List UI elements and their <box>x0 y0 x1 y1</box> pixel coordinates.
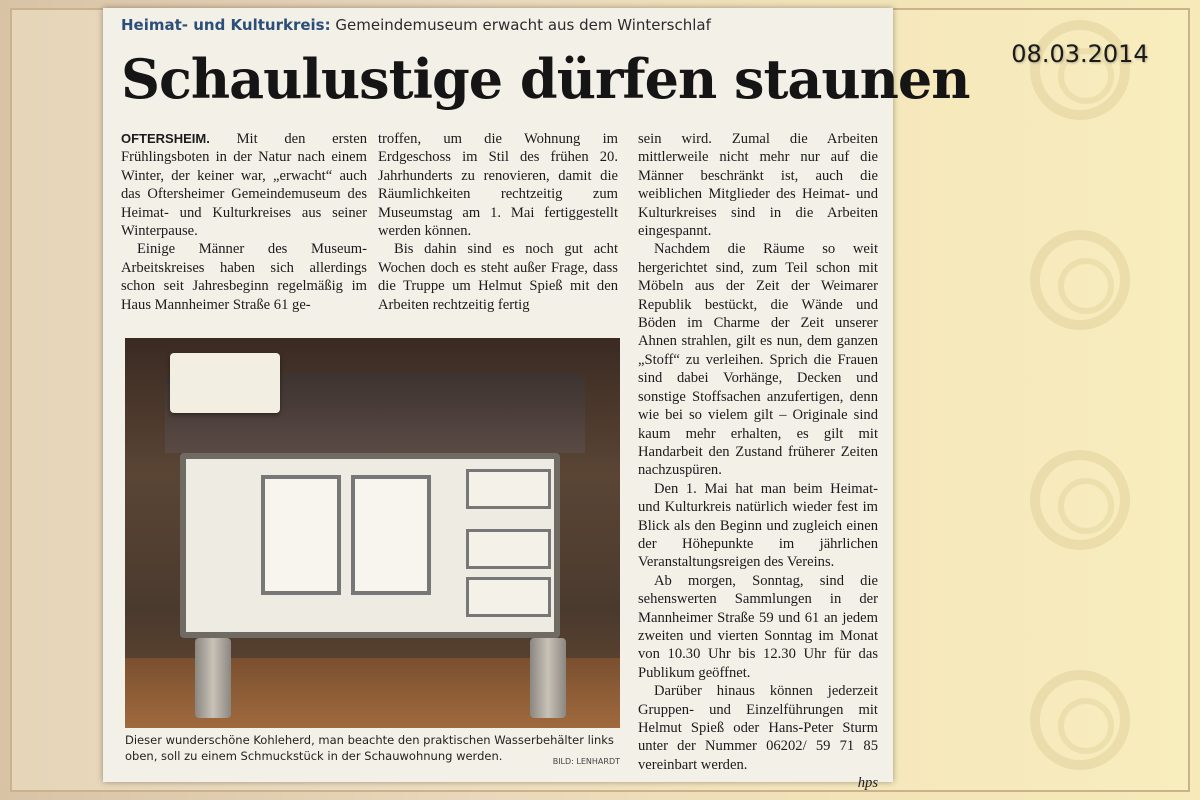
date-stamp: 08.03.2014 <box>1011 40 1149 68</box>
author-signoff: hps <box>857 775 878 792</box>
stove-drawer <box>466 469 551 509</box>
article-column-3 <box>638 130 878 793</box>
paragraph: Den 1. Mai hat man beim Heimat- und Kulturkreis natürlich wieder fest im Blick als den Beginn und zugleich einen der Höhepunkte im jährlichen Veranstaltungsreigen des Vereins. <box>638 480 878 571</box>
photo-caption: Dieser wunderschöne Kohleherd, man beachte den praktischen Wasserbehälter links oben, soll zu einem Schmuckstück in der Schauwohnung werden. BILD: LENHARDT <box>125 732 620 770</box>
paragraph: Bis dahin sind es noch gut acht Wochen doch es steht außer Frage, dass die Truppe um Helmut Spieß mit den Arbeiten rechtzeitig fertig <box>378 241 618 313</box>
watermark-seal-icon <box>1030 20 1130 120</box>
stove-body <box>180 453 560 638</box>
water-container <box>170 353 280 413</box>
paragraph: Darüber hinaus können jederzeit Gruppen- und Einzelführungen mit Helmut Spieß oder Hans-Peter Sturm unter der Nummer 06202/ 59 71 85 vereinbart werden. <box>638 683 878 773</box>
photo-credit: BILD: LENHARDT <box>552 757 620 766</box>
kicker-topic: Heimat- und Kulturkreis: <box>121 16 331 34</box>
newspaper-clipping <box>103 8 970 792</box>
watermark-seal-icon <box>1030 230 1130 330</box>
paragraph: Einige Männer des Museum-Arbeitskreises haben sich allerdings schon seit Jahresbeginn regelmäßig im Haus Mannheimer Straße 61 ge- <box>121 241 367 313</box>
paragraph: OFTERSHEIM. Mit den ersten Frühlingsboten in der Natur nach einem Winter, der keiner war, „erwacht“ auch das Oftersheimer Gemeindemuseum des Heimat- und Kulturkreises aus seiner Winterpause. <box>121 131 367 240</box>
kicker-text: Gemeindemuseum erwacht aus dem Winterschlaf <box>335 16 711 34</box>
watermark-seal-icon <box>1030 670 1130 770</box>
stove-drawer <box>466 577 551 617</box>
stove-photo <box>125 338 620 728</box>
paragraph: troffen, um die Wohnung im Erdgeschoss im Stil des frühen 20. Jahrhunderts zu renovieren, damit die Räumlichkeiten rechtzeitig zum Museumstag am 1. Mai fertiggestellt werden können. <box>378 131 618 240</box>
watermark-seal-icon <box>1030 450 1130 550</box>
stove-leg <box>530 638 566 718</box>
stove-door <box>351 475 431 595</box>
paragraph: Nachdem die Räume so weit hergerichtet sind, zum Teil schon mit Möbeln aus der Zeit der Weimarer Republik bestückt, die Wände und Böden im Charme der Zeit unserer Ahnen strahlen, gilt es nun, dem ganzen „Stoff“ zu verleihen. Sprich die Frauen sind dabei Vorhänge, Decken und sonstige Stoffsachen anzufertigen, denn wie bei so vielem gilt – Originale sind kaum mehr erhalten, es gilt mit Handarbeit den Zustand früherer Zeiten nachzuspüren. <box>638 241 878 479</box>
article-column-1 <box>121 130 367 314</box>
paragraph: sein wird. Zumal die Arbeiten mittlerweile nicht mehr nur auf die Männer beschränkt ist, auch die weiblichen Mitglieder des Heimat- und Kulturkreises sind in die Arbeiten eingespannt. <box>638 131 878 240</box>
paragraph: Ab morgen, Sonntag, sind die sehenswerten Sammlungen in der Mannheimer Straße 59 und 61 an jedem zweiten und vierten Sonntag im Monat von 10.30 Uhr bis 12.30 Uhr für das Publikum geöffnet. <box>638 572 878 681</box>
headline: Schaulustige dürfen staunen <box>121 47 970 111</box>
stove-drawer <box>466 529 551 569</box>
dateline: OFTERSHEIM. <box>121 131 210 146</box>
article-column-2 <box>378 130 618 314</box>
kicker <box>121 16 711 34</box>
stove-leg <box>195 638 231 718</box>
stove-door <box>261 475 341 595</box>
